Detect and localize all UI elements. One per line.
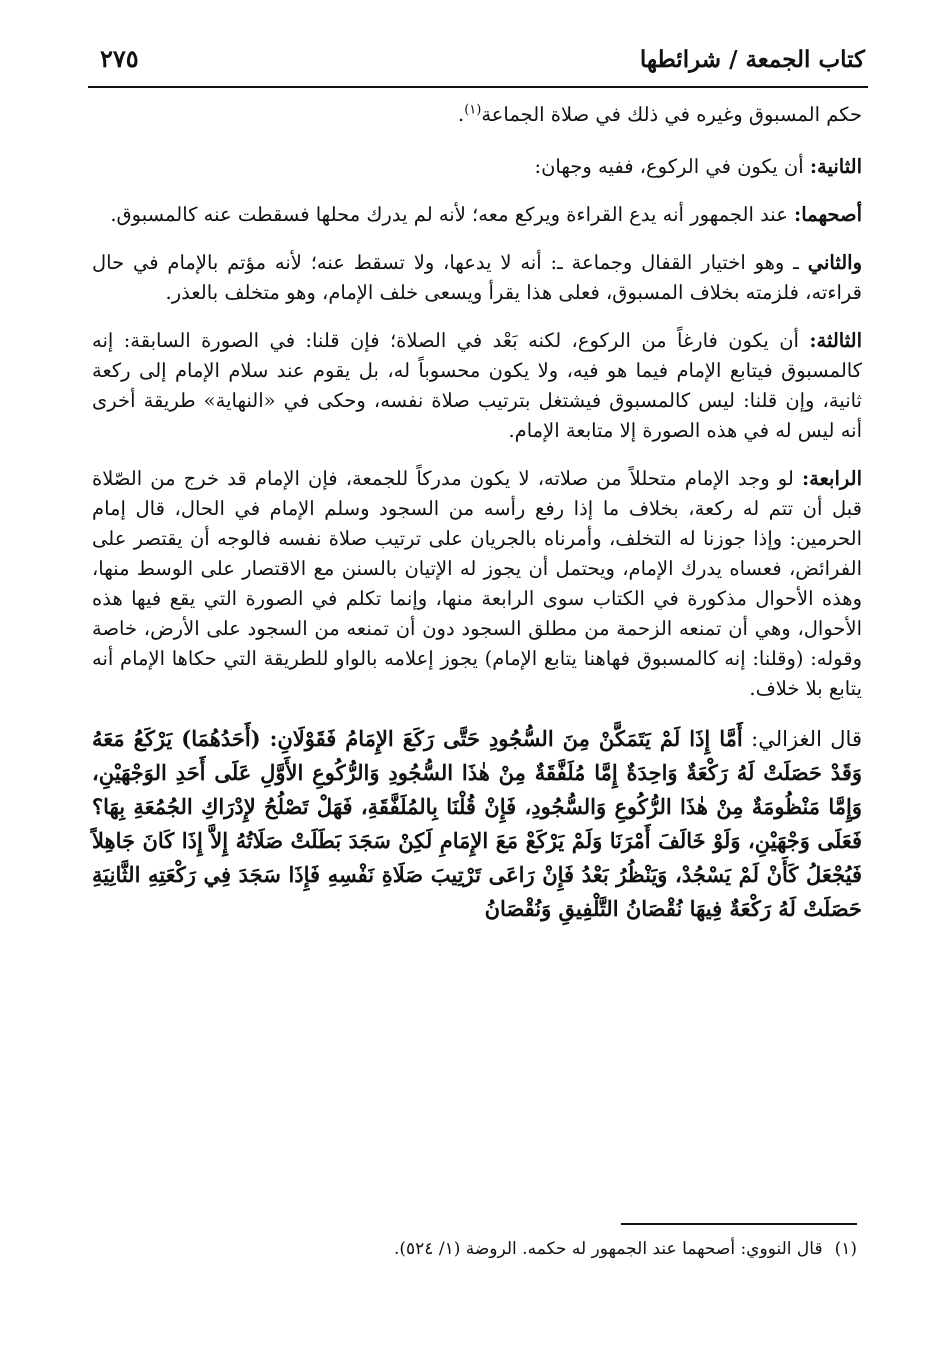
footnote-rule xyxy=(621,1223,857,1225)
paragraph-second-view xyxy=(92,248,862,308)
paragraph-0-end: . xyxy=(458,103,465,126)
paragraph-text: أن يكون فارغاً من الركوع، لكنه بَعْد في الصلاة؛ فإن قلنا: في الصورة السابقة: إنه كالمسبوق فيتابع الإمام فيما هو فيه، ولا يكون محسوباً له، بل يقوم عند سلام الإمام إلى ركعة ثانية، وإن قلنا: ليس كالمسبوق فيشتغل بترتيب صلاة نفسه، وحكى في «النهاية» طريقة أخرى أنه ليس له في هذه الصورة إلا متابعة الإمام. xyxy=(92,329,862,442)
paragraph-stronger-view xyxy=(92,200,862,230)
paragraph-0 xyxy=(92,100,862,130)
paragraph-third-case xyxy=(92,326,862,446)
paragraph-lead: والثاني xyxy=(807,251,862,274)
paragraph-fourth-case xyxy=(92,464,862,704)
ghazali-quote xyxy=(92,722,862,926)
paragraph-lead: الثالثة: xyxy=(809,329,862,352)
ghazali-text: أَمَّا إِذَا لَمْ يَتَمَكَّنْ مِنَ السُّجُودِ حَتَّى رَكَعَ الإِمَامُ فَقَوْلَانِ: (أَحَدُهُمَا) يَرْكَعُ مَعَهُ وَقَدْ حَصَلَتْ لَهُ رَكْعَةٌ وَاحِدَةٌ إِمَّا مُلَفَّقَةٌ مِنْ هٰذَا السُّجُودِ وَالرُّكُوعِ الأَوَّلِ عَلَى أَحَدِ الوَجْهَيْنِ، وَإِمَّا مَنْظُومَةٌ مِنْ هٰذَا الرُّكُوعِ وَالسُّجُودِ، فَإِنْ قُلْنَا بِالمُلَفَّقَةِ، فَهَلْ تَصْلُحُ لإِدْرَاكِ الجُمُعَةِ بِهَا؟ فَعَلَى وَجْهَيْنِ، وَلَوْ خَالَفَ أَمْرَنَا وَلَمْ يَرْكَعْ مَعَ الإِمَامِ لَكِنْ سَجَدَ بَطَلَتْ صَلَاتُهُ إِلاَّ إِذَا كَانَ جَاهِلاً فَيُجْعَلُ كَأَنْ لَمْ يَسْجُدْ، وَيَنْظُرُ بَعْدُ فَإِنْ رَاعَى تَرْتِيبَ صَلَاةِ نَفْسِهِ فَإِذَا سَجَدَ فِي رَكْعَتِهِ الثَّانِيَةِ حَصَلَتْ لَهُ رَكْعَةٌ فِيهَا نُقْصَانُ التَّلْفِيقِ وَنُقْصَانُ xyxy=(92,726,862,921)
paragraph-lead: الرابعة: xyxy=(801,467,862,490)
running-title: كتاب الجمعة / شرائطها xyxy=(639,46,865,73)
paragraph-text: ـ وهو اختيار القفال وجماعة ـ: أنه لا يدعها، ولا تسقط عنه؛ لأنه مؤتم بالإمام في حال قراءته، فلزمته بخلاف المسبوق، فعلى هذا يقرأ ويسعى خلف الإمام، وهو متخلف بالعذر. xyxy=(92,251,862,304)
paragraph-second-case xyxy=(92,152,862,182)
page-header xyxy=(100,40,865,80)
footnote xyxy=(87,1236,857,1262)
header-rule xyxy=(88,86,868,88)
page-number: ٢٧٥ xyxy=(100,44,139,73)
paragraph-0-text: حكم المسبوق وغيره في ذلك في صلاة الجماعة xyxy=(481,103,862,126)
footnote-text: قال النووي: أصحهما عند الجمهور له حكمه. الروضة (١/ ٥٢٤). xyxy=(393,1239,823,1259)
footnote-reference: (١) xyxy=(464,102,482,118)
paragraph-text: عند الجمهور أنه يدع القراءة ويركع معه؛ لأنه لم يدرك محلها فسقطت عنه كالمسبوق. xyxy=(110,203,795,226)
paragraph-lead: أصحهما: xyxy=(794,203,862,226)
paragraph-text: لو وجد الإمام متحللاً من صلاته، لا يكون مدركاً للجمعة، فإن الإمام قد خرج من الصّلاة قبل أن تتم له ركعة، بخلاف ما إذا رفع رأسه من السجود وسلم الإمام في الحال، قال إمام الحرمين: وإذا جوزنا له التخلف، وأمرناه بالجريان على ترتيب صلاة نفسه فالوجه أن يقتصر على الفرائض، فعساه يدرك الإمام، ويحتمل أن يجوز له الإتيان بالسنن مع الاقتصار على الوسط منها، وهذه الأحوال مذكورة في الكتاب سوى الرابعة منها، وإنما تكلم في الصورة التي يقع فيها هذه الأحوال، وهي أن تمنعه الزحمة من مطلق السجود دون أن تمنعه من السجود على الأرض، خاصة وقوله: (وقلنا: إنه كالمسبوق فهاهنا يتابع الإمام) يجوز إعلامه بالواو للطريقة التي حكاها الإمام أنه يتابع بلا خلاف. xyxy=(92,467,862,700)
footnote-number: (١) xyxy=(834,1239,857,1259)
main-text xyxy=(92,100,862,926)
paragraph-text: أن يكون في الركوع، ففيه وجهان: xyxy=(534,155,810,178)
paragraph-lead: الثانية: xyxy=(809,155,862,178)
ghazali-intro: قال الغزالي: xyxy=(742,727,862,751)
